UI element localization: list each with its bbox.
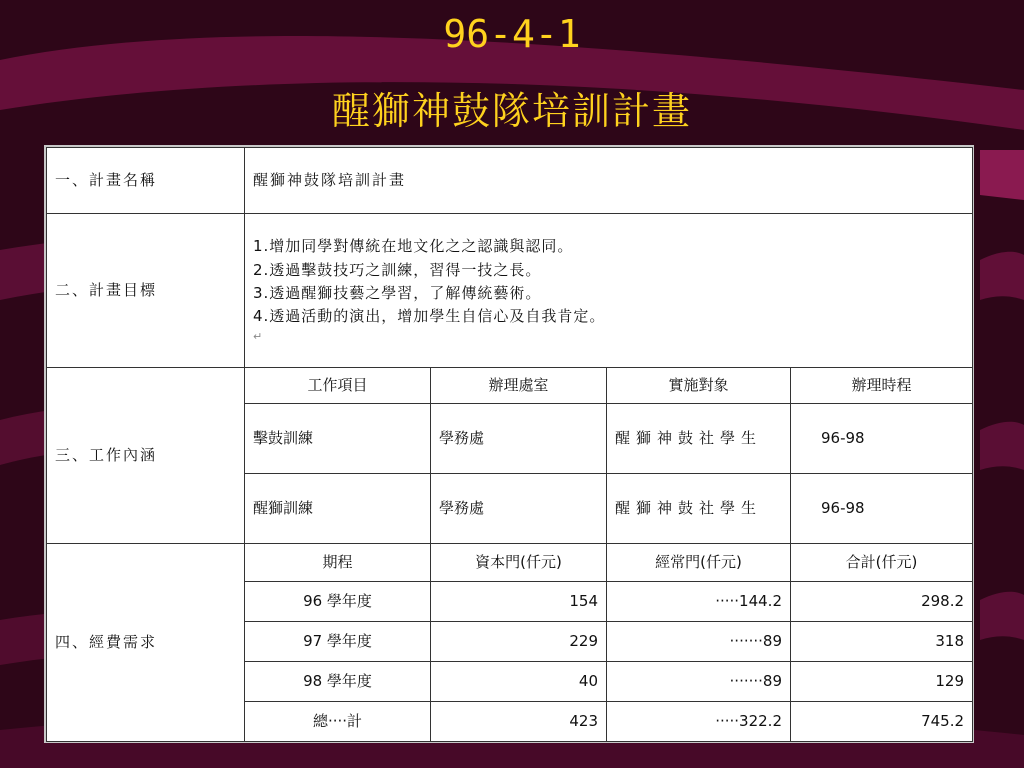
budget-period: 98 學年度 <box>245 662 431 702</box>
goal-item: 2.透過擊鼓技巧之訓練，習得一技之長。 <box>253 260 542 279</box>
work-header-office: 辦理處室 <box>431 368 607 404</box>
budget-recurrent: ‧‧‧‧‧‧‧89 <box>607 662 791 702</box>
budget-header-period: 期程 <box>245 544 431 582</box>
budget-header-recurrent: 經常門(仟元) <box>607 544 791 582</box>
work-office: 學務處 <box>431 474 607 544</box>
goal-item: 1.增加同學對傳統在地文化之之認識與認同。 <box>253 237 574 256</box>
slide-title-code: 96-4-1 <box>443 12 581 56</box>
work-schedule: 96-98 <box>791 404 973 474</box>
work-header-row <box>47 368 973 404</box>
goal-item: 4.透過活動的演出，增加學生自信心及自我肯定。 <box>253 307 606 326</box>
label-budget: 四、經費需求 <box>47 544 245 742</box>
budget-header-capital: 資本門(仟元) <box>431 544 607 582</box>
work-header-target: 實施對象 <box>607 368 791 404</box>
budget-recurrent: ‧‧‧‧‧322.2 <box>607 702 791 742</box>
work-target: 醒獅神鼓社學生 <box>607 404 791 474</box>
plan-table-container <box>44 145 974 743</box>
budget-capital: 423 <box>431 702 607 742</box>
work-header-schedule: 辦理時程 <box>791 368 973 404</box>
budget-capital: 229 <box>431 622 607 662</box>
goal-item: 3.透過醒獅技藝之學習，了解傳統藝術。 <box>253 283 542 302</box>
label-work-content: 三、工作內涵 <box>47 368 245 544</box>
work-header-item: 工作項目 <box>245 368 431 404</box>
work-office: 學務處 <box>431 404 607 474</box>
budget-period: 96 學年度 <box>245 582 431 622</box>
budget-recurrent: ‧‧‧‧‧‧‧89 <box>607 622 791 662</box>
budget-capital: 154 <box>431 582 607 622</box>
plan-table <box>46 147 973 742</box>
budget-total: 298.2 <box>791 582 973 622</box>
budget-period: 總‧‧‧‧計 <box>245 702 431 742</box>
row-plan-goals <box>47 214 973 368</box>
budget-header-row <box>47 544 973 582</box>
paragraph-mark: ↵ <box>253 330 264 344</box>
budget-total: 129 <box>791 662 973 702</box>
work-schedule: 96-98 <box>791 474 973 544</box>
row-plan-name <box>47 148 973 214</box>
budget-header-total: 合計(仟元) <box>791 544 973 582</box>
goals-cell <box>245 214 973 368</box>
work-target: 醒獅神鼓社學生 <box>607 474 791 544</box>
label-plan-goals: 二、計畫目標 <box>47 214 245 368</box>
budget-capital: 40 <box>431 662 607 702</box>
label-plan-name: 一、計畫名稱 <box>47 148 245 214</box>
budget-total: 745.2 <box>791 702 973 742</box>
slide-title: 醒獅神鼓隊培訓計畫 <box>331 89 692 133</box>
budget-period: 97 學年度 <box>245 622 431 662</box>
budget-recurrent: ‧‧‧‧‧144.2 <box>607 582 791 622</box>
value-plan-name: 醒獅神鼓隊培訓計畫 <box>245 148 973 214</box>
work-item: 擊鼓訓練 <box>245 404 431 474</box>
work-item: 醒獅訓練 <box>245 474 431 544</box>
budget-total: 318 <box>791 622 973 662</box>
